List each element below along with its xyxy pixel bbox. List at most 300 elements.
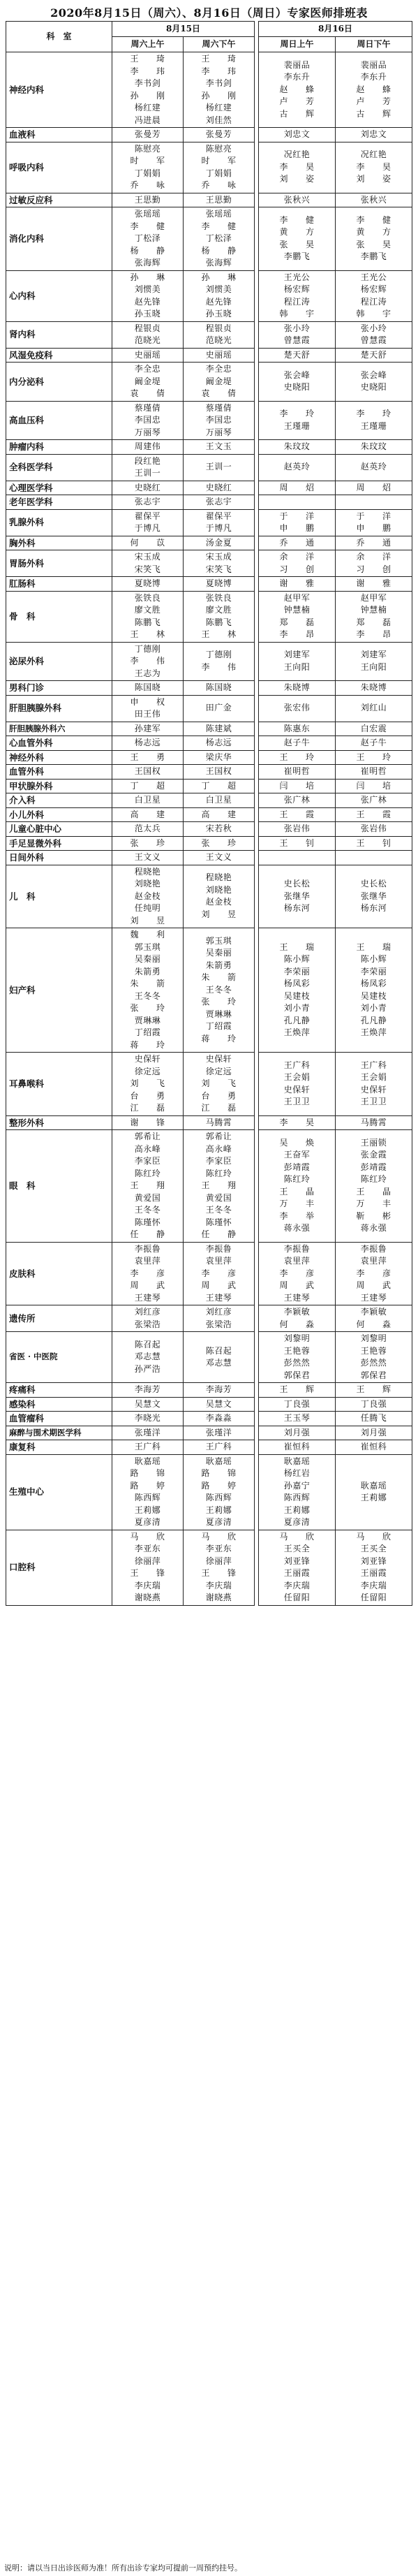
doctor-name: 刘建军 (283, 650, 311, 660)
doctor-cell (184, 348, 255, 363)
doctor-name: 吴建枝 (283, 990, 311, 1001)
table-row (6, 207, 412, 271)
doctor-name: 郭保君 (283, 1370, 311, 1380)
doctor-name: 赵先锋 (205, 296, 232, 307)
doctor-name: 王向阳 (360, 661, 387, 672)
doctor-name: 李东升 (360, 72, 387, 82)
doctor-name: 陈召起 (205, 1345, 232, 1356)
doctor-cell (259, 1130, 336, 1243)
doctor-name: 杨红建 (205, 103, 232, 112)
doctor-name: 李振鲁 (205, 1243, 232, 1254)
doctor-name: 张岩伟 (360, 824, 387, 833)
doctor-name: 王光公 (283, 272, 311, 282)
doctor-name: 古 辉 (356, 108, 391, 119)
doctor-cell (336, 822, 412, 837)
doctor-name: 裴丽品 (283, 59, 311, 70)
doctor-name: 王冬冬 (205, 984, 232, 995)
table-row (6, 1383, 412, 1398)
doctor-name: 王建琴 (134, 1292, 161, 1303)
doctor-name: 蒋永强 (360, 1223, 387, 1234)
doctor-cell (259, 481, 336, 495)
doctor-name: 刘惯美 (205, 284, 232, 294)
doctor-cell (112, 642, 184, 681)
dept-name: 康复科 (6, 1440, 112, 1455)
doctor-name: 吴 焕 (279, 1137, 315, 1148)
doctor-cell (336, 193, 412, 207)
doctor-cell (336, 865, 412, 928)
doctor-name: 周建伟 (134, 441, 161, 451)
doctor-name: 夏晓博 (205, 578, 232, 588)
table-row (6, 591, 412, 642)
dept-name: 风湿免疫科 (6, 348, 112, 363)
period-header: 周日上午 (259, 37, 336, 52)
doctor-cell (112, 779, 184, 793)
dept-name: 骨 科 (6, 591, 112, 642)
dept-name: 肾内科 (6, 321, 112, 348)
doctor-name: 张梁浩 (205, 1319, 232, 1329)
doctor-cell (112, 681, 184, 696)
doctor-name: 杨志远 (134, 738, 161, 747)
doctor-cell (336, 536, 412, 550)
doctor-cell (336, 928, 412, 1053)
schedule-body (6, 52, 412, 1606)
dept-name: 神经内科 (6, 52, 112, 128)
doctor-cell (259, 1454, 336, 1530)
doctor-name: 王艳蓉 (360, 1345, 387, 1356)
doctor-name: 王文玉 (205, 441, 232, 451)
doctor-name: 陈小辉 (360, 954, 387, 964)
dept-name: 肝胆胰腺外科六 (6, 722, 112, 736)
doctor-name: 孙 琳 (201, 272, 237, 282)
table-row (6, 928, 412, 1053)
doctor-cell (112, 591, 184, 642)
doctor-name: 王 琦 (130, 54, 165, 64)
doctor-cell (336, 1053, 412, 1116)
doctor-cell (112, 765, 184, 780)
dept-column-header: 科 室 (6, 22, 112, 52)
doctor-name: 张铁良 (205, 592, 232, 603)
doctor-name: 丁绍霞 (134, 1027, 161, 1037)
header-row-days (6, 22, 412, 37)
doctor-cell (259, 681, 336, 696)
doctor-name: 张秋兴 (360, 194, 387, 205)
doctor-cell (184, 1115, 255, 1130)
doctor-name: 邓志慧 (134, 1352, 161, 1362)
doctor-name: 彭然然 (360, 1358, 387, 1368)
doctor-name: 朱 箭 (201, 972, 237, 983)
doctor-name: 王训一 (134, 468, 161, 478)
doctor-cell (259, 642, 336, 681)
doctor-name: 陈鹏飞 (205, 617, 232, 627)
doctor-cell (259, 128, 336, 142)
doctor-name: 孙建军 (134, 723, 161, 733)
doctor-name: 陈国晓 (134, 682, 161, 692)
dept-name: 胃肠外科 (6, 550, 112, 577)
doctor-name: 刘红山 (360, 703, 387, 713)
doctor-name: 李书剑 (134, 78, 161, 88)
table-row (6, 142, 412, 193)
doctor-name: 王 翔 (130, 1180, 165, 1190)
doctor-name: 吴秦丽 (205, 948, 232, 958)
doctor-cell (259, 591, 336, 642)
doctor-name: 乔 通 (279, 537, 315, 548)
doctor-cell (259, 928, 336, 1053)
doctor-cell (184, 1412, 255, 1426)
doctor-name: 陈慰亮 (205, 143, 232, 154)
dept-name: 神经外科 (6, 750, 112, 765)
doctor-name: 刘建军 (360, 650, 387, 660)
doctor-cell (184, 1130, 255, 1243)
doctor-cell (336, 52, 412, 128)
doctor-name: 朱 箭 (130, 979, 165, 988)
table-row (6, 1397, 412, 1412)
doctor-name: 孔凡静 (360, 1015, 387, 1025)
doctor-cell (336, 1115, 412, 1130)
doctor-cell (336, 142, 412, 193)
doctor-name: 朱箭勇 (205, 960, 232, 970)
doctor-cell (336, 1530, 412, 1605)
doctor-name: 黄 方 (279, 227, 315, 237)
doctor-name: 李荣丽 (360, 966, 387, 976)
doctor-name: 申 鹏 (279, 523, 315, 533)
doctor-cell (112, 722, 184, 736)
doctor-name: 李 彦 (201, 1268, 237, 1278)
doctor-name: 朱玟玟 (360, 441, 387, 451)
doctor-name: 王训一 (205, 462, 232, 472)
dept-name: 肝胆胰腺外科 (6, 695, 112, 722)
doctor-cell (184, 1454, 255, 1530)
doctor-cell (184, 736, 255, 751)
table-row (6, 454, 412, 481)
doctor-name: 蔡瑾倩 (205, 402, 232, 413)
doctor-cell (184, 681, 255, 696)
doctor-name: 丁良强 (360, 1398, 387, 1409)
doctor-cell (184, 1440, 255, 1455)
doctor-name: 王冬冬 (134, 1205, 161, 1215)
doctor-name: 王卫卫 (360, 1097, 387, 1107)
doctor-name: 蒋 玲 (201, 1033, 237, 1044)
doctor-name: 张会峰 (283, 369, 311, 380)
doctor-name: 路 锦 (201, 1468, 237, 1478)
table-row (6, 481, 412, 495)
doctor-cell (184, 1053, 255, 1116)
doctor-name: 李庆瑞 (205, 1580, 232, 1590)
doctor-name: 李 昊 (356, 161, 391, 172)
doctor-cell (259, 736, 336, 751)
doctor-name: 万丽琴 (134, 427, 161, 437)
doctor-cell (112, 270, 184, 321)
doctor-name: 李 彦 (130, 1268, 165, 1278)
doctor-name: 张岩伟 (283, 824, 311, 833)
doctor-name: 王冬冬 (205, 1205, 232, 1215)
doctor-name: 李全忠 (134, 364, 161, 374)
doctor-name: 王焕萍 (360, 1027, 387, 1037)
doctor-name: 程江涛 (283, 296, 311, 307)
doctor-name: 陈鹏飞 (134, 617, 161, 627)
page-title: 2020年8月15日（周六）、8月16日（周日）专家医师排班表 (50, 6, 368, 20)
doctor-cell (259, 1305, 336, 1332)
doctor-name: 张会峰 (360, 369, 387, 380)
doctor-name: 陈小辉 (283, 954, 311, 964)
dept-name: 乳腺外科 (6, 509, 112, 536)
doctor-name: 刘 昱 (130, 915, 165, 925)
doctor-name: 张广林 (360, 795, 387, 805)
table-row (6, 695, 412, 722)
doctor-name: 范晓光 (134, 335, 161, 345)
doctor-cell (112, 481, 184, 495)
doctor-cell (336, 1242, 412, 1305)
doctor-name: 夏彦清 (205, 1517, 232, 1527)
doctor-name: 贾琳琳 (205, 1009, 232, 1019)
doctor-name: 王买全 (360, 1544, 387, 1553)
doctor-cell (259, 765, 336, 780)
doctor-name: 马腾霄 (205, 1117, 232, 1127)
doctor-name: 靳 彬 (356, 1210, 391, 1221)
doctor-name: 李振鲁 (283, 1243, 311, 1254)
doctor-cell (112, 822, 184, 837)
doctor-name: 何 淼 (279, 1319, 315, 1329)
table-row (6, 52, 412, 128)
doctor-cell (112, 1383, 184, 1398)
doctor-name: 周 炤 (356, 482, 391, 492)
dept-name: 麻醉与围术期医学科 (6, 1426, 112, 1440)
table-row (6, 836, 412, 851)
doctor-name: 蔡瑾倩 (134, 402, 161, 413)
doctor-name: 王莉娜 (360, 1493, 387, 1502)
doctor-name: 谢 锋 (130, 1117, 165, 1127)
doctor-name: 李全忠 (205, 364, 232, 374)
doctor-name: 张瑶瑶 (205, 209, 232, 219)
doctor-name: 李 健 (130, 221, 165, 231)
doctor-cell (259, 851, 336, 865)
dept-name: 呼吸内科 (6, 142, 112, 193)
doctor-cell (112, 1397, 184, 1412)
doctor-name: 江 磊 (201, 1103, 237, 1113)
doctor-cell (336, 509, 412, 536)
doctor-name: 高 建 (130, 809, 165, 819)
doctor-cell (184, 321, 255, 348)
doctor-name: 段红艳 (134, 455, 161, 466)
doctor-name: 楚天舒 (283, 349, 311, 360)
doctor-cell (184, 550, 255, 577)
doctor-name: 王文义 (205, 852, 232, 862)
doctor-name: 田广金 (205, 703, 232, 713)
doctor-cell (112, 193, 184, 207)
doctor-cell (184, 695, 255, 722)
doctor-name: 史保轩 (283, 1084, 311, 1095)
doctor-cell (184, 836, 255, 851)
doctor-name: 丁娟娟 (134, 168, 161, 178)
doctor-cell (259, 722, 336, 736)
doctor-name: 乔 咏 (201, 180, 237, 190)
table-row (6, 1053, 412, 1116)
doctor-name: 丁德刚 (205, 650, 232, 660)
doctor-cell (184, 642, 255, 681)
table-row (6, 577, 412, 592)
doctor-cell (336, 736, 412, 751)
doctor-cell (184, 577, 255, 592)
doctor-cell (112, 142, 184, 193)
doctor-name: 乔 咏 (130, 180, 165, 190)
doctor-cell (184, 822, 255, 837)
doctor-name: 路 婷 (130, 1480, 165, 1491)
doctor-name: 杨 静 (130, 245, 165, 256)
doctor-cell (184, 193, 255, 207)
doctor-cell (336, 1426, 412, 1440)
doctor-name: 王广科 (205, 1442, 232, 1451)
doctor-name: 赵先锋 (134, 296, 161, 307)
doctor-cell (184, 142, 255, 193)
doctor-name: 杨志远 (205, 738, 232, 747)
doctor-cell (259, 836, 336, 851)
doctor-cell (184, 1332, 255, 1383)
doctor-cell (336, 481, 412, 495)
doctor-name: 任腾飞 (360, 1413, 387, 1423)
doctor-name: 李鹏飞 (283, 251, 311, 262)
doctor-name: 廖文胜 (205, 605, 232, 615)
doctor-name: 万 丰 (279, 1199, 315, 1209)
table-row (6, 851, 412, 865)
doctor-name: 况红艳 (360, 149, 387, 160)
doctor-name: 张秋兴 (283, 194, 311, 205)
doctor-cell (259, 1397, 336, 1412)
doctor-name: 习 创 (279, 564, 315, 574)
doctor-cell (184, 128, 255, 142)
doctor-name: 刘 姿 (279, 174, 315, 184)
dept-name: 耳鼻喉科 (6, 1053, 112, 1116)
doctor-name: 韩 宇 (279, 309, 315, 319)
table-row (6, 642, 412, 681)
doctor-name: 孙 琳 (130, 272, 165, 282)
doctor-name: 王 晶 (356, 1186, 391, 1196)
doctor-name: 刘黎明 (360, 1333, 387, 1343)
doctor-name: 王丽霞 (283, 1568, 311, 1578)
dept-name: 儿童心脏中心 (6, 822, 112, 837)
doctor-cell (336, 550, 412, 577)
doctor-cell (112, 1130, 184, 1243)
doctor-name: 任 静 (201, 1229, 237, 1239)
doctor-name: 朱晓博 (283, 682, 311, 692)
doctor-cell (184, 440, 255, 455)
doctor-cell (336, 1440, 412, 1455)
doctor-cell (336, 1454, 412, 1530)
doctor-name: 黄 方 (356, 227, 391, 237)
doctor-name: 杨 静 (201, 245, 237, 256)
doctor-name: 刘晓艳 (205, 884, 232, 895)
doctor-name: 王 辉 (279, 1384, 315, 1394)
doctor-name: 史晓红 (134, 482, 161, 492)
table-row (6, 550, 412, 577)
doctor-name: 张继华 (360, 891, 387, 901)
table-row (6, 779, 412, 793)
doctor-name: 王 霞 (279, 809, 315, 819)
doctor-name: 白卫星 (134, 795, 161, 805)
doctor-cell (336, 495, 412, 510)
doctor-name: 张海辉 (205, 258, 232, 268)
doctor-name: 李海芳 (134, 1384, 161, 1394)
doctor-name: 陈西辉 (134, 1493, 161, 1502)
doctor-name: 周 武 (356, 1280, 391, 1290)
doctor-name: 乔 通 (356, 537, 391, 548)
doctor-name: 谢 雅 (279, 578, 315, 588)
doctor-name: 宋笑飞 (205, 564, 232, 574)
dept-name: 肿瘤内科 (6, 440, 112, 455)
doctor-name: 王 锋 (130, 1568, 165, 1578)
doctor-cell (259, 793, 336, 808)
doctor-name: 杨红岩 (283, 1468, 311, 1478)
doctor-name: 王国权 (134, 766, 161, 776)
doctor-cell (259, 52, 336, 128)
doctor-cell (336, 851, 412, 865)
doctor-name: 张广林 (283, 795, 311, 805)
doctor-name: 汤金夏 (205, 537, 232, 548)
doctor-cell (336, 722, 412, 736)
doctor-name: 张志宇 (205, 497, 232, 506)
doctor-cell (112, 1426, 184, 1440)
doctor-cell (112, 1530, 184, 1605)
doctor-name: 李亚东 (134, 1544, 161, 1553)
doctor-name: 郑 磊 (279, 617, 315, 627)
doctor-name: 王玉琴 (283, 1413, 311, 1423)
doctor-name: 史长松 (283, 879, 311, 888)
doctor-cell (259, 779, 336, 793)
doctor-name: 王莉娜 (283, 1505, 311, 1515)
doctor-name: 张瑶瑶 (134, 209, 161, 219)
doctor-cell (336, 807, 412, 822)
doctor-name: 袁里萍 (360, 1256, 387, 1266)
doctor-name: 刘 飞 (201, 1078, 237, 1088)
doctor-name: 李东升 (283, 72, 311, 82)
doctor-name: 刘亚锋 (360, 1556, 387, 1566)
doctor-name: 杨东河 (283, 903, 311, 913)
doctor-name: 路 婷 (201, 1480, 237, 1491)
doctor-name: 史晓阳 (360, 382, 387, 393)
doctor-name: 李淼淼 (205, 1413, 232, 1423)
table-row (6, 1412, 412, 1426)
doctor-cell (259, 865, 336, 928)
doctor-name: 李 玮 (201, 66, 237, 76)
doctor-name: 阚金堤 (134, 376, 161, 386)
doctor-name: 楚天舒 (360, 349, 387, 360)
doctor-name: 史长松 (360, 879, 387, 888)
doctor-cell (259, 695, 336, 722)
doctor-name: 何 苡 (130, 537, 165, 548)
period-header: 周日下午 (336, 37, 412, 52)
dept-name: 胸外科 (6, 536, 112, 550)
doctor-name: 王 锋 (201, 1568, 237, 1578)
doctor-name: 白宏震 (360, 723, 387, 733)
doctor-name: 朱玟玟 (283, 441, 311, 451)
doctor-name: 徐丽萍 (134, 1556, 161, 1566)
doctor-name: 王 玲 (279, 752, 315, 762)
doctor-cell (184, 1305, 255, 1332)
doctor-name: 王向阳 (283, 661, 311, 672)
doctor-name: 王 翔 (201, 1180, 237, 1190)
doctor-cell (259, 536, 336, 550)
doctor-name: 徐定远 (134, 1066, 161, 1076)
doctor-name: 丁 超 (130, 780, 165, 791)
doctor-cell (184, 495, 255, 510)
doctor-cell (259, 822, 336, 837)
doctor-name: 万 丰 (356, 1199, 391, 1209)
doctor-name: 周 武 (279, 1280, 315, 1290)
doctor-name: 李 昊 (279, 1117, 315, 1127)
doctor-name: 丁娟娟 (205, 168, 232, 178)
doctor-cell (112, 1440, 184, 1455)
doctor-name: 刘小青 (360, 1003, 387, 1013)
table-row (6, 401, 412, 440)
doctor-name: 李国忠 (134, 415, 161, 425)
